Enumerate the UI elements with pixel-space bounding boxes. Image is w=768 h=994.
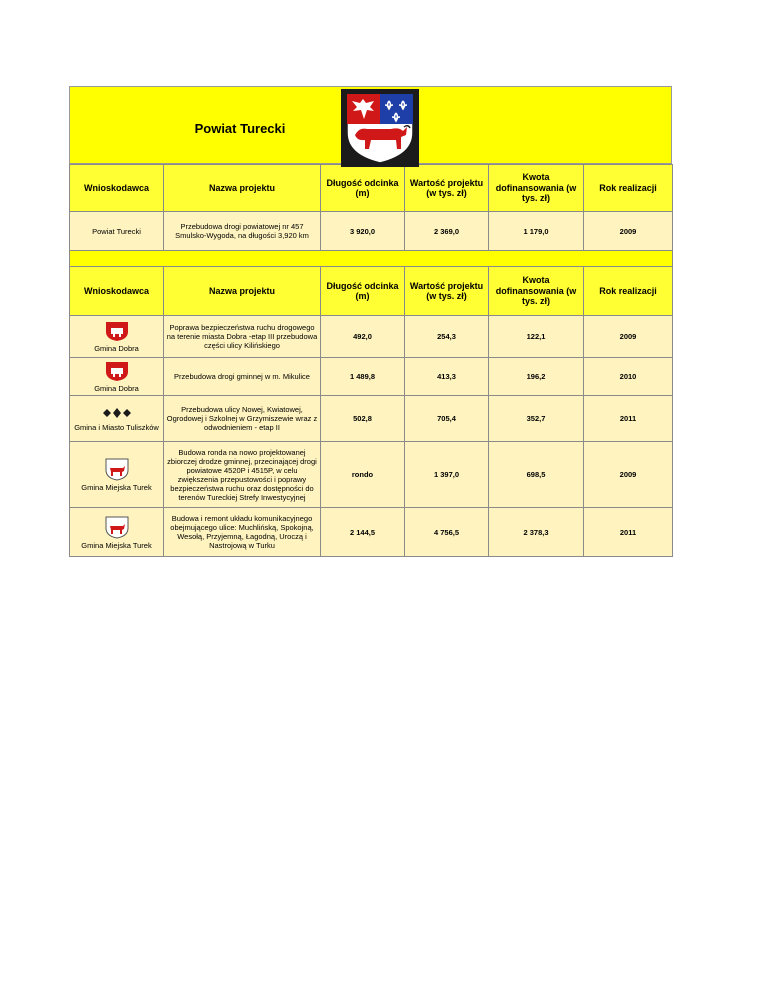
cell-funding: 698,5 — [489, 442, 584, 508]
cell-value: 2 369,0 — [405, 212, 489, 251]
cell-year: 2010 — [584, 358, 673, 396]
title-banner — [69, 86, 672, 164]
header-row — [70, 267, 673, 316]
page-title: Powiat Turecki — [194, 121, 286, 136]
separator-row — [70, 251, 673, 267]
cell-length: 492,0 — [321, 316, 405, 358]
table-row — [70, 442, 673, 508]
cell-value: 413,3 — [405, 358, 489, 396]
cell-length: rondo — [321, 442, 405, 508]
header-length: Długość odcinka (m) — [321, 267, 405, 316]
tuliszkow-crest-icon — [99, 405, 135, 421]
cell-project: Przebudowa drogi gminnej w m. Mikulice — [164, 358, 321, 396]
header-value: Wartość projektu (w tys. zł) — [405, 165, 489, 212]
cell-value: 705,4 — [405, 396, 489, 442]
cell-applicant — [70, 316, 164, 358]
cell-value: 1 397,0 — [405, 442, 489, 508]
cell-project: Przebudowa drogi powiatowej nr 457 Smulsko-Wygoda, na długości 3,920 km — [164, 212, 321, 251]
header-value: Wartość projektu (w tys. zł) — [405, 267, 489, 316]
cell-year: 2011 — [584, 508, 673, 557]
header-project: Nazwa projektu — [164, 165, 321, 212]
cell-funding: 196,2 — [489, 358, 584, 396]
cell-year: 2009 — [584, 442, 673, 508]
cell-project: Budowa ronda na nowo projektowanej zbiorczej drodze gminnej, przecinającej drogi powiatowe 4520P i 4515P, w celu zwiększenia przepustowości i poprawy bezpieczeństwa ruchu oraz dostępności do terenów Tureckiej Strefy Inwestycyjnej — [164, 442, 321, 508]
cell-applicant — [70, 442, 164, 508]
cell-year: 2009 — [584, 212, 673, 251]
header-year: Rok realizacji — [584, 267, 673, 316]
applicant-label: Gmina Dobra — [94, 344, 139, 353]
cell-year: 2009 — [584, 316, 673, 358]
applicant-label: Gmina Miejska Turek — [81, 483, 152, 492]
cell-project: Poprawa bezpieczeństwa ruchu drogowego na terenie miasta Dobra -etap III przebudowa części ulicy Kilińskiego — [164, 316, 321, 358]
cell-length: 2 144,5 — [321, 508, 405, 557]
powiat-turecki-crest-icon — [341, 89, 419, 167]
cell-project: Budowa i remont układu komunikacyjnego obejmującego ulice: Muchlińską, Spokojną, Wesołą, Przyjemną, Łagodną, Uroczą i Nastrojową w Turku — [164, 508, 321, 557]
table-row — [70, 358, 673, 396]
table-row — [70, 212, 673, 251]
header-funding: Kwota dofinansowania (w tys. zł) — [489, 165, 584, 212]
header-row — [70, 165, 673, 212]
header-applicant: Wnioskodawca — [70, 165, 164, 212]
applicant-label: Gmina Miejska Turek — [81, 540, 152, 550]
cell-value: 254,3 — [405, 316, 489, 358]
table-row — [70, 508, 673, 557]
header-applicant: Wnioskodawca — [70, 267, 164, 316]
cell-length: 502,8 — [321, 396, 405, 442]
cell-applicant — [70, 358, 164, 396]
cell-length: 3 920,0 — [321, 212, 405, 251]
applicant-label: Gmina Dobra — [94, 384, 139, 393]
header-project: Nazwa projektu — [164, 267, 321, 316]
applicant-label: Gmina i Miasto Tuliszków — [74, 423, 159, 432]
header-length: Długość odcinka (m) — [321, 165, 405, 212]
cell-year: 2011 — [584, 396, 673, 442]
cell-applicant: Powiat Turecki — [70, 212, 164, 251]
table-row — [70, 396, 673, 442]
cell-project: Przebudowa ulicy Nowej, Kwiatowej, Ogrodowej i Szkolnej w Grzymiszewie wraz z odwodnieniem - etap II — [164, 396, 321, 442]
dobra-crest-icon — [104, 320, 130, 342]
header-year: Rok realizacji — [584, 165, 673, 212]
cell-funding: 1 179,0 — [489, 212, 584, 251]
cell-funding: 352,7 — [489, 396, 584, 442]
cell-funding: 122,1 — [489, 316, 584, 358]
cell-length: 1 489,8 — [321, 358, 405, 396]
turek-crest-icon — [104, 457, 130, 481]
cell-applicant — [70, 508, 164, 557]
cell-applicant — [70, 396, 164, 442]
sheet — [69, 86, 672, 557]
header-funding: Kwota dofinansowania (w tys. zł) — [489, 267, 584, 316]
projects-table — [69, 164, 673, 557]
dobra-crest-icon — [104, 360, 130, 382]
turek-crest-icon — [104, 515, 130, 539]
cell-value: 4 756,5 — [405, 508, 489, 557]
table-row — [70, 316, 673, 358]
cell-funding: 2 378,3 — [489, 508, 584, 557]
